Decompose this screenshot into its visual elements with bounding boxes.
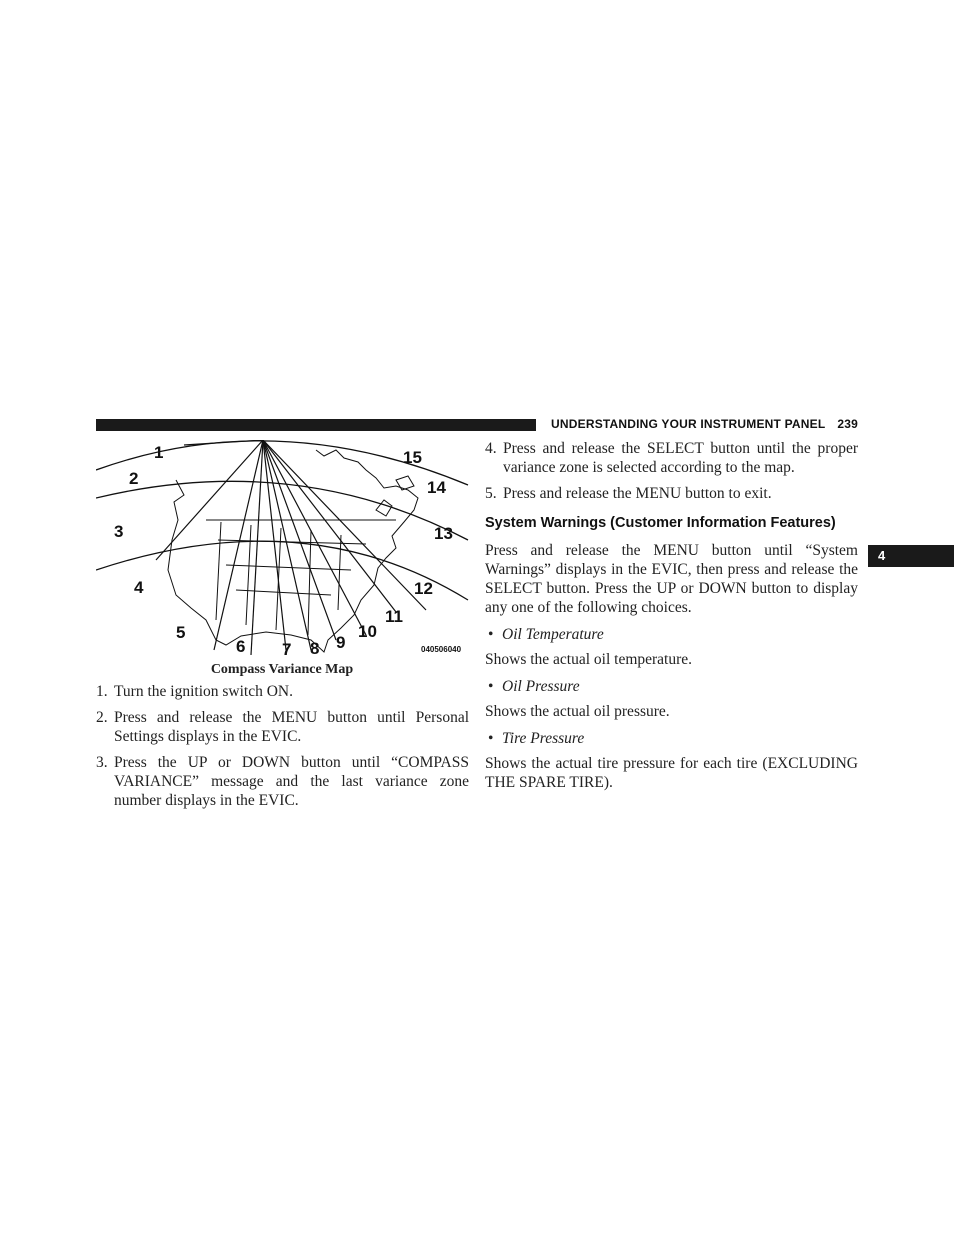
step-number: 3.: [96, 754, 108, 771]
isogonic-line: [263, 440, 366, 635]
zone-label-13: 13: [434, 524, 453, 543]
page-number: 239: [837, 417, 858, 431]
step-text: Turn the ignition switch ON.: [114, 683, 293, 700]
zone-label-9: 9: [336, 633, 346, 652]
step-number: 2.: [96, 709, 108, 726]
step-text: Press and release the SELECT button until the proper variance zone is selected according to the map.: [503, 440, 858, 476]
step-item: [96, 682, 469, 701]
zone-label-6: 6: [236, 637, 246, 656]
zone-label-3: 3: [114, 522, 124, 541]
isogonic-line: [214, 440, 263, 650]
compass-variance-map: [96, 440, 470, 658]
zone-label-14: 14: [427, 478, 446, 497]
choice-description: Shows the actual oil pressure.: [485, 703, 670, 720]
zone-label-4: 4: [134, 578, 144, 597]
choice-label: Oil Pressure: [502, 678, 580, 695]
zone-label-12: 12: [414, 579, 433, 598]
step-number: 1.: [96, 683, 108, 700]
step-item: [96, 708, 469, 746]
figure-caption: Compass Variance Map: [210, 662, 354, 677]
section-title: UNDERSTANDING YOUR INSTRUMENT PANEL: [551, 417, 826, 431]
zone-label-1: 1: [154, 443, 164, 462]
step-item: [96, 753, 469, 810]
zone-arc: [96, 541, 468, 600]
zone-label-10: 10: [358, 622, 377, 641]
bullet-mark: •: [488, 730, 494, 747]
choice-bullet: [485, 625, 858, 644]
choice-description: Shows the actual oil temperature.: [485, 651, 693, 668]
step-item: [485, 484, 858, 503]
step-number: 4.: [485, 440, 497, 457]
zone-label-5: 5: [176, 623, 186, 642]
image-code: 040506040: [421, 645, 462, 654]
running-header: [546, 417, 858, 431]
zone-label-11: 11: [385, 607, 403, 626]
isogonic-line: [251, 440, 263, 655]
step-item: [485, 439, 858, 477]
choice-label: Oil Temperature: [502, 626, 604, 643]
step-text: Press the UP or DOWN button until “COMPASS VARIANCE” message and the last variance zone number displays in the EVIC.: [114, 754, 469, 809]
zone-label-2: 2: [129, 469, 139, 488]
choice-bullet: [485, 677, 858, 696]
step-text: Press and release the MENU button until Personal Settings displays in the EVIC.: [114, 709, 469, 745]
choice-bullet: [485, 729, 858, 748]
zone-label-15: 15: [403, 448, 422, 467]
left-column: [96, 682, 469, 817]
bullet-mark: •: [488, 678, 494, 695]
right-column: [485, 439, 858, 798]
section-heading: System Warnings (Customer Information Features): [485, 515, 836, 531]
intro-paragraph: Press and release the MENU button until “System Warnings” displays in the EVIC, then press and release the SELECT button. Press the UP or DOWN button to display any one of the following choices.: [485, 542, 858, 616]
choice-label: Tire Pressure: [502, 730, 585, 747]
isogonic-line: [184, 440, 263, 445]
zone-label-7: 7: [282, 640, 292, 658]
zone-label-8: 8: [310, 639, 320, 658]
header-rule: [96, 419, 536, 431]
compass-variance-map-drawing: [96, 440, 470, 658]
step-text: Press and release the MENU button to exit.: [503, 485, 772, 502]
north-america-outline: [168, 450, 418, 652]
zone-arc: [96, 481, 468, 540]
step-number: 5.: [485, 485, 497, 502]
bullet-mark: •: [488, 626, 494, 643]
choice-description: Shows the actual tire pressure for each tire (EXCLUDING THE SPARE TIRE).: [485, 755, 858, 791]
chapter-tab: 4: [868, 545, 954, 567]
